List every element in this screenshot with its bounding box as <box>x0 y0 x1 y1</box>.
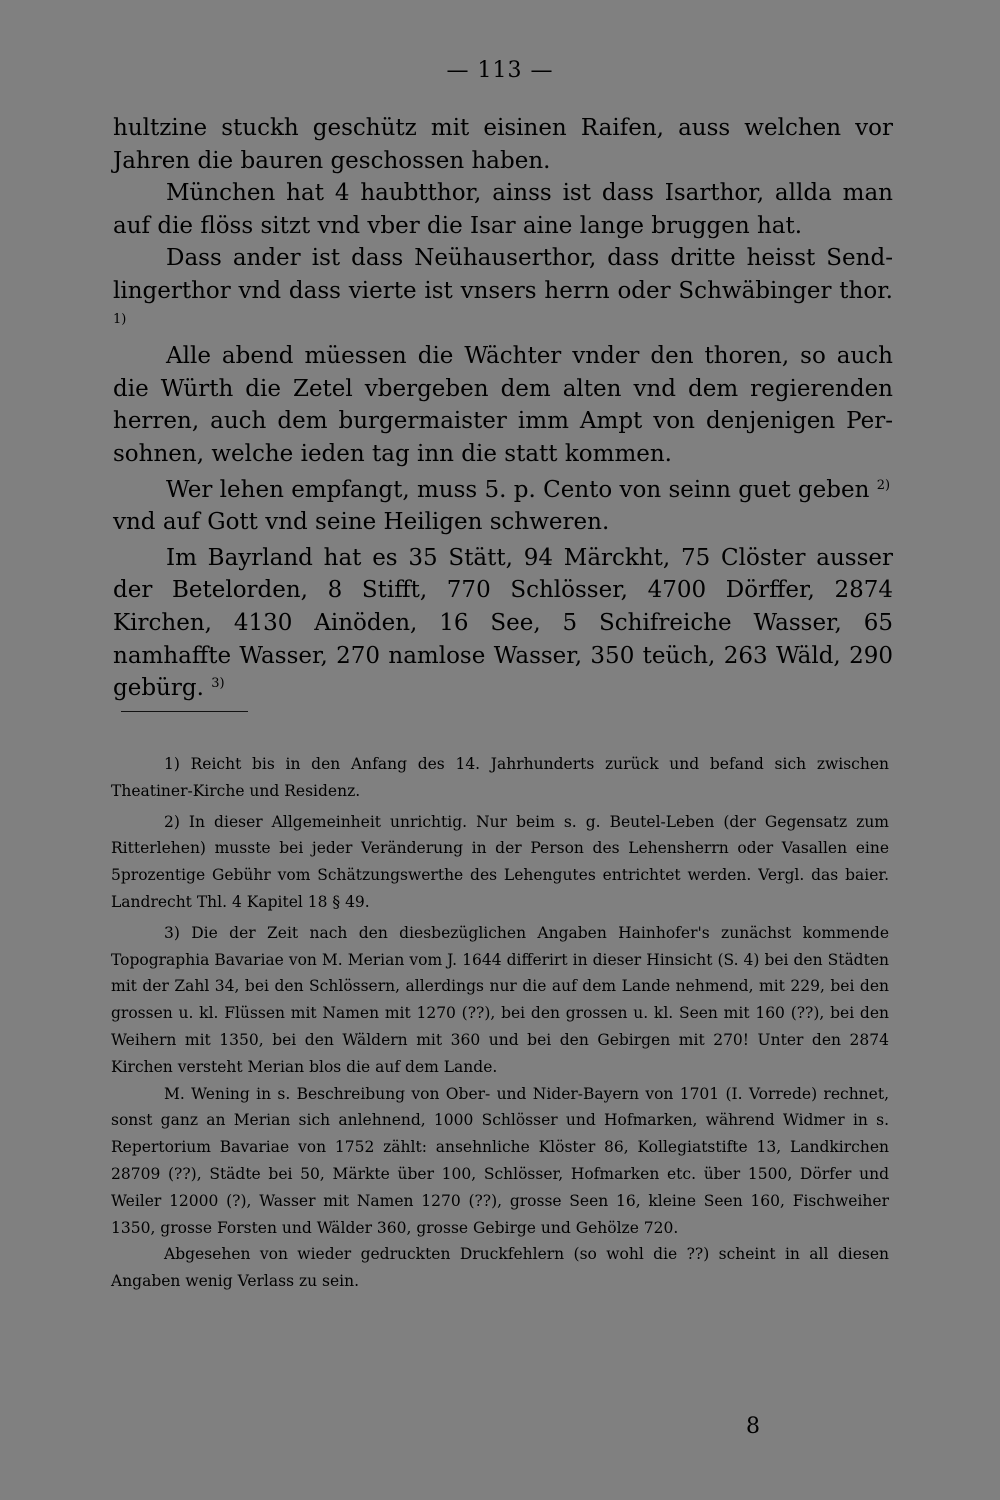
footnote-separator <box>121 711 248 712</box>
paragraph-2: München hat 4 haubtthor, ainss ist dass Isarthor, allda man auf die flöss sitzt vnd vber die Isar aine lange bruggen hat. <box>113 180 893 239</box>
footnote-3-conclusion: Abgesehen von wieder gedruckten Druckfehlern (so wohl die ??) scheint in all diesen Angaben wenig Verlass zu sein. <box>111 1245 889 1291</box>
paragraph-3 <box>113 242 893 340</box>
paragraph-6-text: Im Bayrland hat es 35 Stätt, 94 Märckht, 75 Clöster ausser der Betelorden, 8 Stifft, 770 Schlösser, 4700 Dörffer, 2874 Kirchen, 4130 Ainöden, 16 See, 5 Schifreiche Wasser, 65 namhaffte Wasser, 270 namlose Wasser, 350 teüch, 263 Wäld, 290 gebürg. <box>113 544 893 702</box>
footnote-3-continuation: M. Wening in s. Beschreibung von Ober- und Nider-Bayern von 1701 (I. Vorrede) rechnet, sonst ganz an Merian sich anlehnend, 1000 Schlösser und Hofmarken, während Widmer in s. Repertorium Bavariae von 1752 zählt: ansehnliche Klöster 86, Kollegiatstifte 13, Landkirchen 28709 (??), Städte bei 50, Märkte über 100, Schlösser, Hofmarken etc. über 1500, Dörfer und Weiler 12000 (?), Wasser mit Namen 1270 (??), grosse Seen 16, kleine Seen 160, Fischweiher 1350, grosse Forsten und Wälder 360, grosse Gebirge und Gehölze 720. <box>111 1084 889 1237</box>
paragraph-6 <box>113 542 893 705</box>
paragraph-5-text: Wer lehen empfangt, muss 5. p. Cento von seinn guet geben <box>166 476 870 503</box>
note-ref-1: 1) <box>113 311 127 327</box>
paragraph-5 <box>113 474 893 507</box>
paragraph-5-continuation: vnd auf Gott vnd seine Heiligen schweren. <box>113 509 610 536</box>
paragraph-4: Alle abend müessen die Wächter vnder den thoren, so auch die Würth die Zetel vbergeben dem alten vnd dem regierenden herren, auch dem burgermaister imm Ampt von denjenigen Persohnen, welche ieden tag inn die statt kommen. <box>113 343 893 467</box>
signature-mark: 8 <box>746 1414 760 1439</box>
note-ref-2: 2) <box>876 477 891 493</box>
footnote-1: 1) Reicht bis in den Anfang des 14. Jahrhunderts zurück und befand sich zwischen Theatiner-Kirche und Residenz. <box>111 755 889 800</box>
paragraph-3-text: Dass ander ist dass Neühauserthor, dass dritte heisst Sendlingerthor vnd dass vierte ist vnsers herrn oder Schwäbinger thor. <box>113 245 893 304</box>
footnote-3: 3) Die der Zeit nach den diesbezüglichen Angaben Hainhofer's zunächst kommende Topographia Bavariae von M. Merian vom J. 1644 differirt in dieser Hinsicht (S. 4) bei den Städten mit der Zahl 34, bei den Schlössern, allerdings nur die auf dem Lande nehmend, mit 229, bei den grossen u. kl. Flüssen mit Namen mit 1270 (??), bei den grossen u. kl. Seen mit 160 (??), bei den Weihern mit 1350, bei den Wäldern mit 360 und bei den Gebirgen mit 270! Unter den 2874 Kirchen versteht Merian blos die auf dem Lande. <box>111 923 889 1076</box>
footnote-2: 2) In dieser Allgemeinheit unrichtig. Nur beim s. g. Beutel-Leben (der Gegensatz zum Ritterlehen) musste bei jeder Veränderung in der Person des Lehensherrn oder Vasallen eine 5prozentige Gebühr vom Schätzungswerthe des Lehengutes entrichtet werden. Vergl. das baier. Landrecht Thl. 4 Kapitel 18 § 49. <box>111 812 889 911</box>
note-ref-3: 3) <box>211 676 225 692</box>
paragraph-1: hultzine stuckh geschütz mit eisinen Raifen, auss welchen vor Jahren die bauren geschossen haben. <box>113 115 893 174</box>
main-text <box>113 112 893 705</box>
footnotes <box>111 751 889 1295</box>
page-number: — 113 — <box>446 58 554 83</box>
